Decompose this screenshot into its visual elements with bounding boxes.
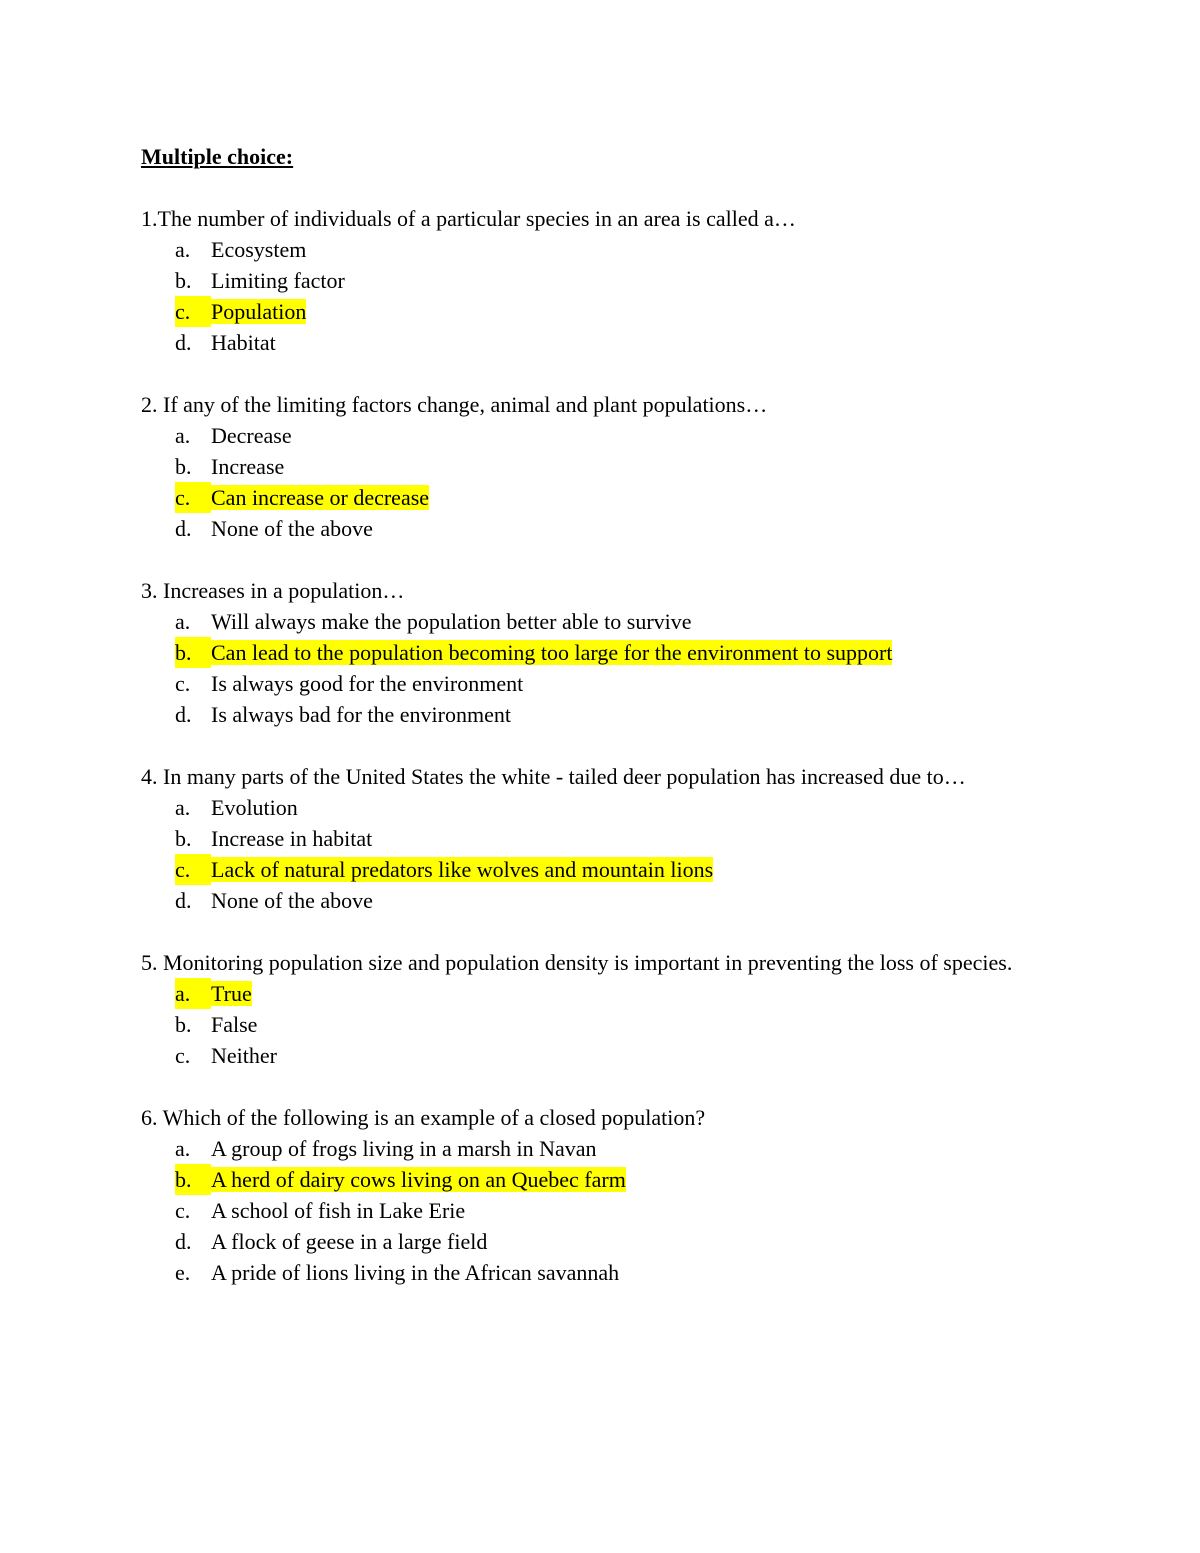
option-text: Can lead to the population becoming too large for the environment to support (211, 640, 893, 665)
option-item (141, 1133, 1041, 1164)
option-letter: d. (175, 702, 192, 727)
option-letter: e. (175, 1260, 191, 1285)
option-item (141, 1040, 1041, 1071)
option-list (141, 978, 1041, 1071)
option-letter: b. (175, 1012, 192, 1037)
option-text: Will always make the population better able to survive (211, 609, 692, 634)
option-letter: c. (175, 482, 211, 513)
option-letter: a. (175, 795, 191, 820)
question-text: 3. Increases in a population… (141, 578, 405, 603)
option-letter: c. (175, 1043, 191, 1068)
option-text: False (211, 1012, 258, 1037)
option-letter: c. (175, 854, 211, 885)
option-text: A group of frogs living in a marsh in Navan (211, 1136, 597, 1161)
question-text: 2. If any of the limiting factors change, animal and plant populations… (141, 392, 768, 417)
option-text: Increase (211, 454, 285, 479)
option-letter: c. (175, 296, 211, 327)
option-letter: a. (175, 1136, 191, 1161)
option-text: True (211, 981, 252, 1006)
question-5 (141, 947, 1041, 1071)
option-item (141, 513, 1041, 544)
option-text: Lack of natural predators like wolves and mountain lions (211, 857, 714, 882)
question-3 (141, 575, 1041, 730)
option-list (141, 420, 1041, 544)
option-letter: a. (175, 978, 211, 1009)
option-letter: d. (175, 888, 192, 913)
option-list (141, 792, 1041, 916)
option-item (141, 668, 1041, 699)
section-title: Multiple choice: (141, 144, 294, 169)
option-letter: b. (175, 1164, 211, 1195)
option-letter: a. (175, 609, 191, 634)
option-text: A herd of dairy cows living on an Quebec farm (211, 1167, 626, 1192)
option-item (141, 606, 1041, 637)
option-item (141, 234, 1041, 265)
answer-option-highlighted (141, 637, 1041, 668)
option-letter: d. (175, 1229, 192, 1254)
option-text: Evolution (211, 795, 298, 820)
option-item (141, 792, 1041, 823)
question-text: 4. In many parts of the United States the white - tailed deer population has increased due to… (141, 764, 966, 789)
question-2 (141, 389, 1041, 544)
option-text: Is always good for the environment (211, 671, 524, 696)
option-item (141, 1226, 1041, 1257)
option-letter: b. (175, 268, 192, 293)
option-list (141, 606, 1041, 730)
question-6 (141, 1102, 1041, 1288)
option-text: Neither (211, 1043, 277, 1068)
option-letter: a. (175, 237, 191, 262)
option-text: Can increase or decrease (211, 485, 430, 510)
option-text: Habitat (211, 330, 276, 355)
option-text: Is always bad for the environment (211, 702, 511, 727)
option-letter: a. (175, 423, 191, 448)
option-letter: c. (175, 1198, 191, 1223)
answer-option-highlighted (141, 854, 1041, 885)
option-text: Decrease (211, 423, 292, 448)
option-text: A flock of geese in a large field (211, 1229, 488, 1254)
option-item (141, 327, 1041, 358)
question-text: 1.The number of individuals of a particular species in an area is called a… (141, 206, 796, 231)
answer-option-highlighted (141, 1164, 1041, 1195)
answer-option-highlighted (141, 482, 1041, 513)
answer-option-highlighted (141, 978, 1041, 1009)
option-list (141, 1133, 1041, 1288)
option-item (141, 823, 1041, 854)
option-text: A pride of lions living in the African savannah (211, 1260, 620, 1285)
option-text: None of the above (211, 516, 373, 541)
option-text: Limiting factor (211, 268, 345, 293)
option-item (141, 885, 1041, 916)
option-letter: d. (175, 516, 192, 541)
option-item (141, 265, 1041, 296)
option-letter: c. (175, 671, 191, 696)
option-letter: d. (175, 330, 192, 355)
option-item (141, 1257, 1041, 1288)
option-text: A school of fish in Lake Erie (211, 1198, 466, 1223)
option-text: None of the above (211, 888, 373, 913)
answer-option-highlighted (141, 296, 1041, 327)
question-4 (141, 761, 1041, 916)
option-item (141, 699, 1041, 730)
option-letter: b. (175, 454, 192, 479)
option-text: Ecosystem (211, 237, 307, 262)
option-letter: b. (175, 637, 211, 668)
question-text: 6. Which of the following is an example of a closed population? (141, 1105, 706, 1130)
option-item (141, 420, 1041, 451)
option-letter: b. (175, 826, 192, 851)
option-text: Population (211, 299, 307, 324)
option-item (141, 1009, 1041, 1040)
question-text: 5. Monitoring population size and population density is important in preventing the loss of species. (141, 950, 1013, 975)
question-list (141, 203, 1041, 1288)
document-body (141, 141, 1041, 1319)
option-item (141, 1195, 1041, 1226)
option-item (141, 451, 1041, 482)
question-1 (141, 203, 1041, 358)
option-list (141, 234, 1041, 358)
option-text: Increase in habitat (211, 826, 373, 851)
